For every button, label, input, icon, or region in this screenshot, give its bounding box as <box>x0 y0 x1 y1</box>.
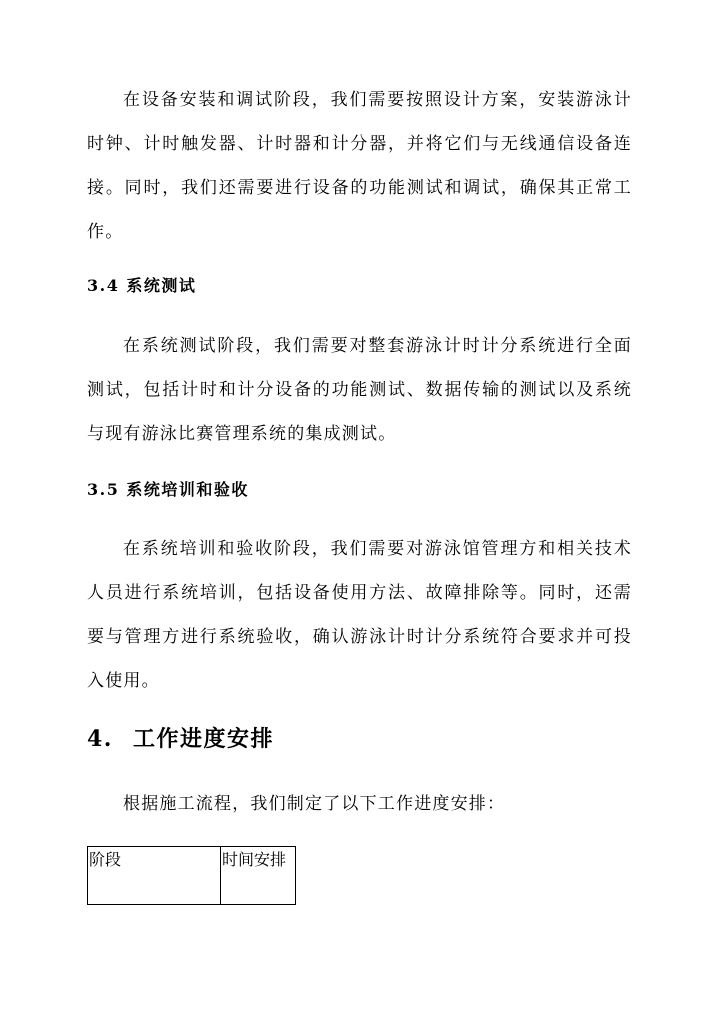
heading-4-schedule <box>87 723 274 755</box>
paragraph-training-acceptance: 在系统培训和验收阶段，我们需要对游泳馆管理方和相关技术人员进行系统培训，包括设备使用方法、故障排除等。同时，还需要与管理方进行系统验收，确认游泳计时计分系统符合要求并可投入使用。 <box>87 539 632 691</box>
heading-4-number: 4. <box>87 726 113 752</box>
paragraph-system-test: 在系统测试阶段，我们需要对整套游泳计时计分系统进行全面测试，包括计时和计分设备的功能测试、数据传输的测试以及系统与现有游泳比赛管理系统的集成测试。 <box>87 336 632 444</box>
heading-3-4-system-test: 3.4 系统测试 <box>87 276 197 295</box>
heading-3-5-training-acceptance: 3.5 系统培训和验收 <box>87 480 249 499</box>
table-header-time: 时间安排 <box>221 847 296 905</box>
heading-4-title: 工作进度安排 <box>132 726 274 752</box>
paragraph-installation: 在设备安装和调试阶段，我们需要按照设计方案，安装游泳计时钟、计时触发器、计时器和计分器，并将它们与无线通信设备连接。同时，我们还需要进行设备的功能测试和调试，确保其正常工作。 <box>87 90 632 242</box>
paragraph-schedule-intro: 根据施工流程，我们制定了以下工作进度安排： <box>123 794 506 814</box>
schedule-table <box>87 846 296 905</box>
table-header-row <box>88 847 296 905</box>
table-header-phase: 阶段 <box>88 847 221 905</box>
